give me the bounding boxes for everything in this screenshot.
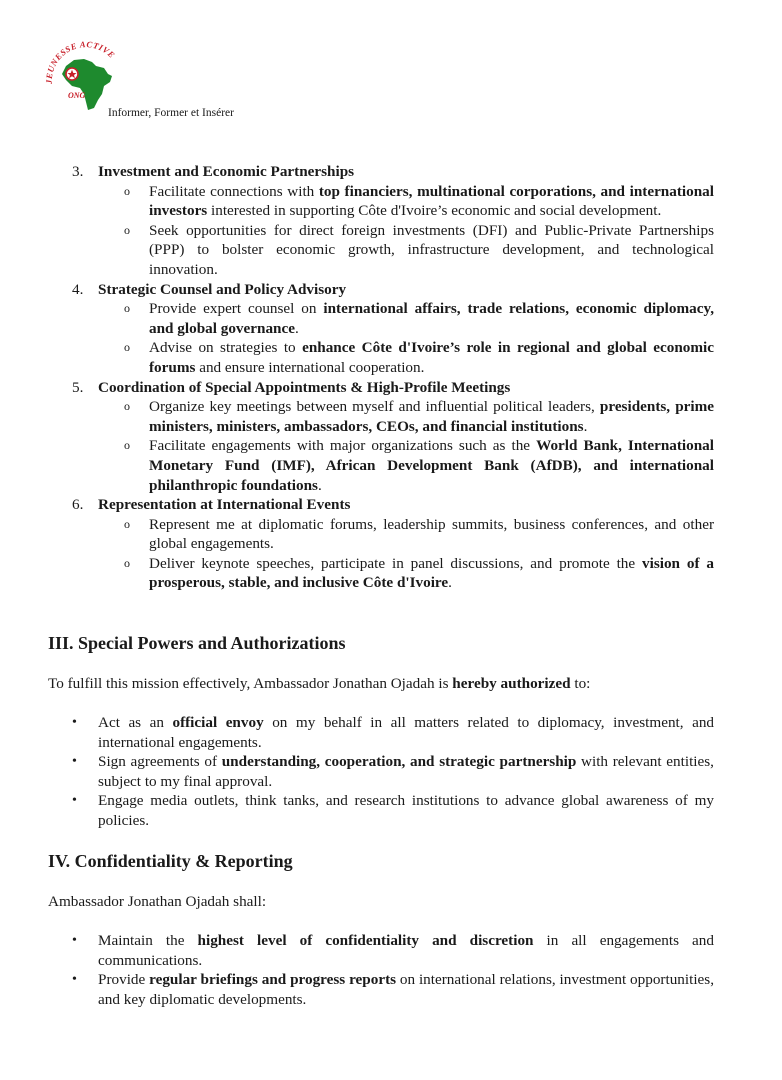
text-run: . [317,476,322,494]
sub-list-item [0,338,782,377]
text-run: Engage media outlets, think tanks, and research institutions to advance global awareness of my policies. [98,792,714,829]
text-run: Provide [98,971,150,989]
circle-bullet-icon: o [124,301,130,316]
text-run: with relevant entities, subject to my final approval. [98,753,714,790]
numbered-list-item [0,495,782,593]
text-run: to: [570,675,591,692]
bullet-dot-icon: • [72,715,77,730]
sub-list [0,299,782,377]
text-run: and ensure international cooperation. [195,358,425,376]
text-run: Provide expert counsel on [149,300,324,318]
circle-bullet-icon: o [124,399,130,414]
circle-bullet-icon: o [124,183,130,198]
list-number: 3. [72,163,84,180]
sub-list-item [0,221,782,280]
list-number: 5. [72,378,84,396]
bold-text: enhance Côte d'Ivoire’s role in regional and global economic forums [149,339,714,376]
section-heading-special-powers: III. Special Powers and Authorizations [48,633,346,653]
bold-text: World Bank, International Monetary Fund (IMF), African Development Bank (AfDB), and international philanthropic foundations [149,437,714,494]
bold-text: top financiers, multinational corporations, and international investors [149,182,714,220]
sub-list [0,397,782,495]
svg-text:ONG: ONG [68,91,86,100]
circle-bullet-icon: o [124,516,130,531]
organization-tagline: Informer, Former et Insérer [108,107,234,119]
text-run: . [583,417,588,435]
sub-list-item [0,299,782,338]
circle-bullet-icon: o [124,555,130,570]
bold-text: regular briefings and progress reports [149,971,397,989]
bullet-list-item [0,931,782,970]
text-run: Maintain the [98,932,198,949]
bullet-dot-icon: • [72,793,77,809]
text-run: in all engagements and communications. [98,932,714,969]
authorization-bullet-list [0,713,782,831]
circle-bullet-icon: o [124,222,130,237]
sub-list-item [0,515,782,554]
text-run: Organize key meetings between myself and influential political leaders, [149,398,600,416]
sub-list-item [0,182,782,221]
section-heading-confidentiality: IV. Confidentiality & Reporting [48,851,293,871]
bold-text: hereby authorized [452,675,571,692]
sub-list-item [0,397,782,436]
text-run: on international relations, investment opportunities, and key diplomatic developments. [98,971,714,1008]
bullet-list-item [0,713,782,752]
circle-bullet-icon: o [124,340,130,355]
list-item-title: Coordination of Special Appointments & High-Profile Meetings [98,378,511,396]
sub-list [0,515,782,593]
sub-list-item [0,554,782,593]
text-run: Facilitate connections with [149,182,319,200]
svg-text:JEUNESSE ACTIVE: JEUNESSE ACTIVE [44,40,118,85]
bullet-dot-icon: • [72,754,77,770]
text-run: interested in supporting Côte d'Ivoire’s economic and social development. [207,202,662,220]
mission-numbered-list [0,162,782,593]
sub-list-item [0,436,782,495]
bullet-list-item [0,791,782,830]
bullet-dot-icon: • [72,933,77,948]
list-item-title: Strategic Counsel and Policy Advisory [98,280,347,298]
section-intro-paragraph [48,674,718,694]
bold-text: international affairs, trade relations, economic diplomacy, and global governance [149,300,714,337]
bold-text: presidents, prime ministers, ministers, ambassadors, CEOs, and financial institutions [149,398,714,435]
text-run: . [448,574,452,592]
bold-text: official envoy [172,714,264,731]
numbered-list-item [0,162,782,280]
bold-text: understanding, cooperation, and strategic partnership [221,753,577,771]
text-run: . [294,319,299,337]
africa-map-logo-icon [44,40,126,114]
numbered-list-item [0,378,782,496]
text-run: Act as an [98,714,173,731]
organization-logo [44,40,126,114]
bullet-dot-icon: • [72,972,77,988]
text-run: Deliver keynote speeches, participate in panel discussions, and promote the [149,554,643,572]
sub-list [0,182,782,280]
text-run: Advise on strategies to [149,339,303,357]
text-run: Facilitate engagements with major organizations such as the [149,437,537,455]
text-run: Seek opportunities for direct foreign investments (DFI) and Public-Private Partnerships (PPP) to bolster economic growth, infrastructure development, and technological innovation. [149,221,714,278]
list-item-title: Representation at International Events [98,496,351,514]
bold-text: vision of a prosperous, stable, and inclusive Côte d'Ivoire [149,554,714,592]
numbered-list-item [0,280,782,378]
section-intro-paragraph [48,892,718,912]
text-run: Represent me at diplomatic forums, leadership summits, business conferences, and other global engagements. [149,515,714,553]
text-run: on my behalf in all matters related to diplomacy, investment, and international engagements. [98,714,715,751]
list-item-title: Investment and Economic Partnerships [98,163,355,180]
list-number: 6. [72,496,84,514]
circle-bullet-icon: o [124,438,130,453]
bullet-list-item [0,752,782,791]
list-number: 4. [72,280,84,298]
text-run: To fulfill this mission effectively, Ambassador Jonathan Ojadah is [48,675,453,692]
bold-text: highest level of confidentiality and discretion [197,932,534,949]
reporting-bullet-list [0,931,782,1009]
text-run: Ambassador Jonathan Ojadah shall: [48,893,267,910]
bullet-list-item [0,970,782,1009]
text-run: Sign agreements of [98,753,222,771]
